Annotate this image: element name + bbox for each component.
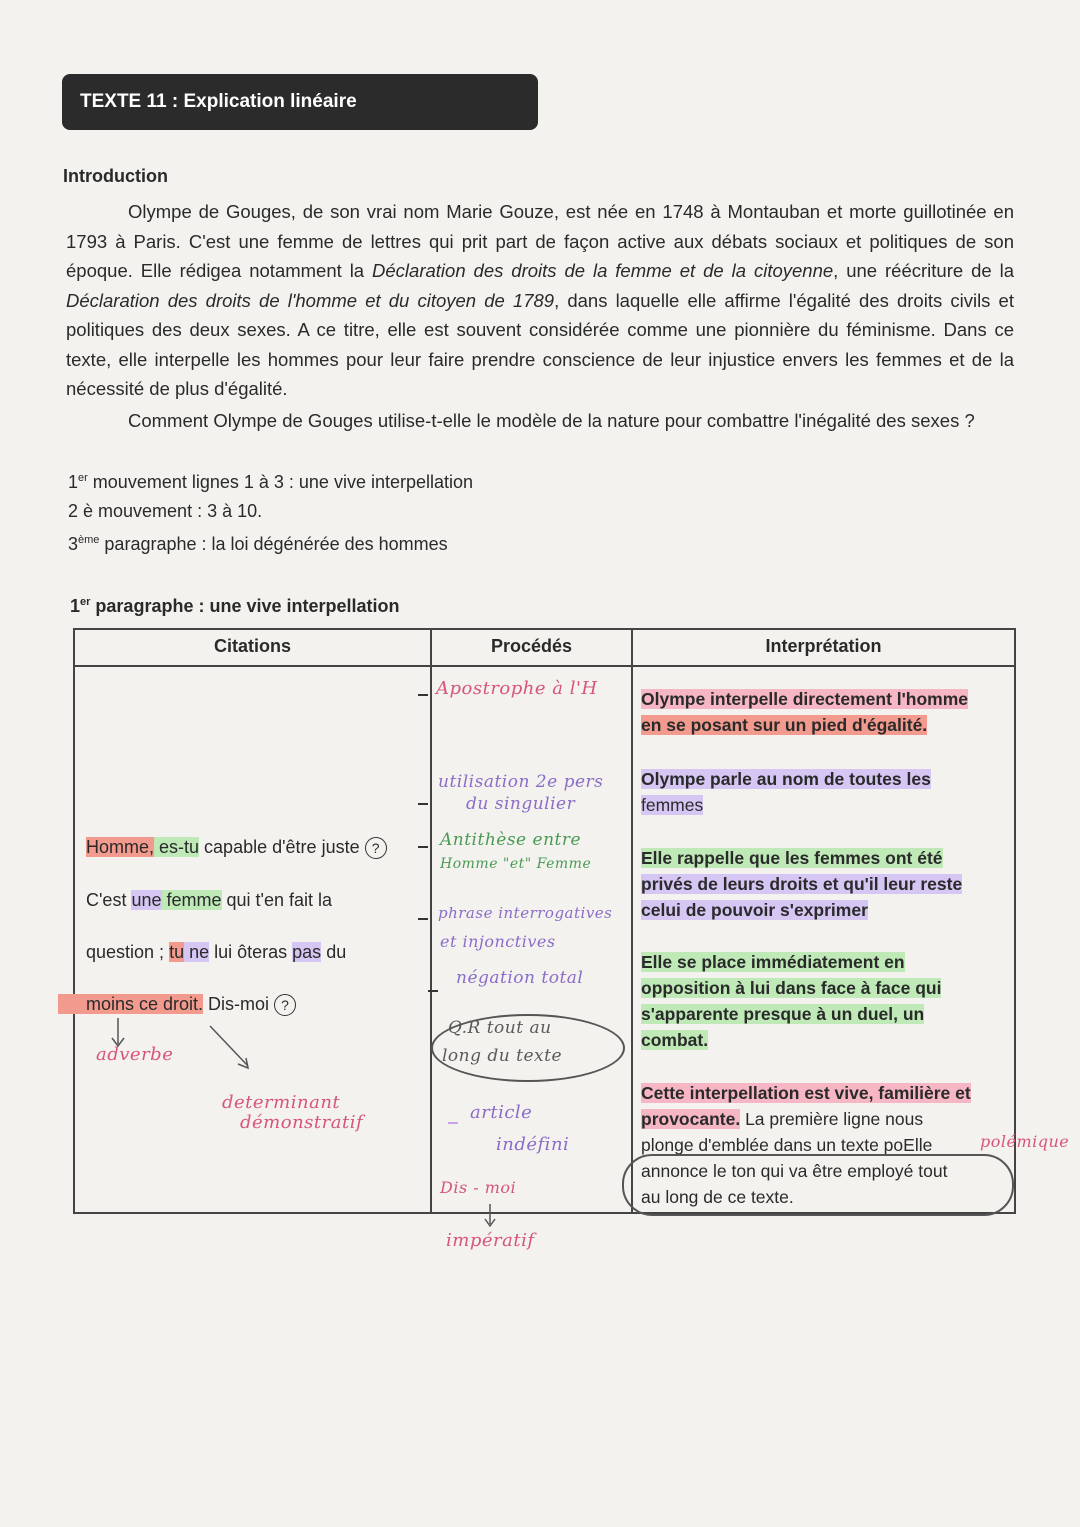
procede-qr-2: long du texte [442,1046,563,1066]
procede-homme-femme: Homme "et" Femme [440,856,592,872]
header-divider [75,665,1014,667]
citation-line-2: C'est une femme qui t'en fait la [86,890,333,910]
plan-item-1: 1er mouvement lignes 1 à 3 : une vive interpellation [68,472,474,492]
procede-antithese: Antithèse entre [440,830,582,850]
procede-indefini: indéfini [496,1134,570,1155]
annotation-polemique: polémique [980,1132,1070,1151]
header-interpretation: Interprétation [765,636,882,656]
column-divider [430,630,432,1212]
list-dash [428,990,438,992]
list-dash [418,803,428,805]
header-citations: Citations [213,636,291,656]
interpretation-block-4: Elle se place immédiatement en opposition à lui dans face à face qui s'apparente presque à un duel, un combat. [641,952,942,1050]
procede-phrase: phrase interrogatives [438,904,613,922]
procede-article: article [470,1102,533,1123]
interpretation-block-5: Cette interpellation est vive, familière et provocante. La première ligne nous plonge d'emblée dans un texte poElle annonce le ton qui va être employé tout au long de ce texte. [641,1083,971,1207]
plan-item-3: 3ème paragraphe : la loi dégénérée des hommes [68,534,448,554]
intro-paragraph: Olympe de Gouges, de son vrai nom Marie Gouze, est née en 1748 à Montauban et morte guillotinée en 1793 à Paris. C'est une femme de lettres qui prit part de façon active aux débats sociaux et politiques de son époque. Elle rédigea notamment la Déclaration des droits de la femme et de la citoyenne, une réécriture de la Déclaration des droits de l'homme et du citoyen de 1789, dans laquelle elle affirme l'égalité des droits civils et politiques des deux sexes. A ce titre, elle est souvent considérée comme une pionnière du féminisme. Dans ce texte, elle interpelle les hommes pour leur faire prendre conscience de leur injustice envers les femmes et de la nécessité de plus d'égalité. [66,201,1014,399]
arrow-down-icon [480,1202,500,1232]
column-divider [631,630,633,1212]
citation-line-4: moins ce droit. Dis-moi ? [58,994,296,1016]
document-title: TEXTE 11 : Explication linéaire [62,74,538,130]
procede-negation: négation total [456,968,584,988]
list-dash [418,694,428,696]
annotation-demonstratif: démonstratif [240,1112,364,1133]
list-dash [418,846,428,848]
introduction-text [66,197,1014,435]
procede-qr-1: Q.R tout au [448,1018,552,1038]
annotation-oval [622,1154,1014,1216]
citation-line-1: Homme, es-tu capable d'être juste ? [86,837,387,859]
procede-injonctives: et injonctives [440,932,556,951]
plan-list [68,464,473,559]
annotation-adverbe: adverbe [96,1044,174,1065]
question-mark-circle: ? [274,994,296,1016]
procede-utilisation: utilisation 2e pers [438,772,604,792]
procede-imperatif: impératif [446,1230,535,1251]
problematique: Comment Olympe de Gouges utilise-t-elle le modèle de la nature pour combattre l'inégalité des sexes ? [128,409,975,431]
introduction-heading: Introduction [63,166,168,186]
annotation-determinant: determinant [222,1092,341,1113]
section-heading: 1er paragraphe : une vive interpellation [70,596,400,616]
list-dash [448,1122,458,1124]
list-dash [418,918,428,920]
question-mark-circle: ? [365,837,387,859]
citation-line-3: question ; tu ne lui ôteras pas du [86,942,347,962]
interpretation-block-3: Elle rappelle que les femmes ont été privés de leurs droits et qu'il leur reste celui de pouvoir s'exprimer [641,848,963,920]
header-procedes: Procédés [490,636,573,656]
interpretation-block-1: Olympe interpelle directement l'homme en se posant sur un pied d'égalité. [641,689,969,735]
procede-apostrophe: Apostrophe à l'H [436,678,598,699]
interpretation-block-2: Olympe parle au nom de toutes les femmes [641,769,931,815]
procede-dis-moi: Dis - moi [440,1178,517,1197]
procede-singulier: du singulier [466,794,576,814]
plan-item-2: 2 è mouvement : 3 à 10. [68,501,263,521]
